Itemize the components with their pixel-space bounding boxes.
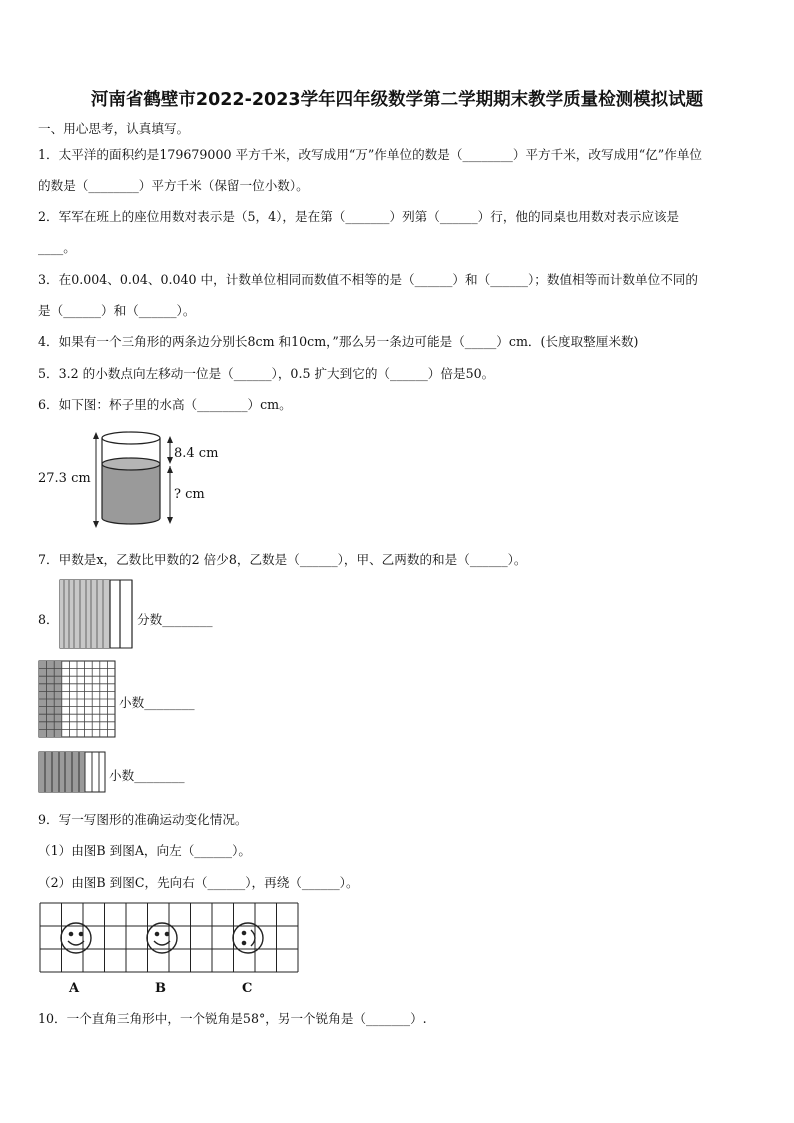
- question-9-part-2: （2）由图B 到图C，先向右（______），再绕（______）。: [38, 875, 359, 890]
- question-6: 6．如下图：杯子里的水高（________）cm。: [38, 397, 292, 412]
- question-9-part-1: （1）由图B 到图A，向左（______）。: [38, 843, 251, 858]
- cup-water-label: ? cm: [174, 487, 205, 502]
- question-5: 5．3.2 的小数点向左移动一位是（______），0.5 扩大到它的（______）倍是50。: [38, 366, 495, 381]
- question-3-line-1: 3．在0.004、0.04、0.040 中，计数单位相同而数值不相等的是（______）和（______）；数值相等而计数单位不同的: [38, 272, 698, 287]
- question-7: 7．甲数是x，乙数比甲数的2 倍少8，乙数是（______），甲、乙两数的和是（______）。: [38, 552, 527, 567]
- grid-label-b: B: [155, 981, 166, 996]
- section-heading: 一、用心思考，认真填写。: [38, 121, 190, 136]
- question-2-line-2: ____。: [38, 240, 76, 255]
- motion-grid-figure: [40, 903, 302, 975]
- decimal-answer-label-1: 小数________: [119, 695, 195, 710]
- decimal-strip-figure: [39, 752, 107, 794]
- question-8-number: 8．: [38, 612, 59, 627]
- fraction-strip-figure: [60, 580, 134, 650]
- decimal-answer-label-2: 小数________: [109, 768, 185, 783]
- question-3-line-2: 是（______）和（______）。: [38, 303, 196, 318]
- question-9: 9．写一写图形的准确运动变化情况。: [38, 812, 248, 827]
- grid-label-a: A: [69, 981, 80, 996]
- hundred-grid-figure: [39, 661, 117, 739]
- question-4: 4．如果有一个三角形的两条边分别长8cm 和10cm，”那么另一条边可能是（_____）cm．(长度取整厘米数): [38, 334, 639, 349]
- question-10: 10．一个直角三角形中，一个锐角是58°，另一个锐角是（_______）.: [38, 1011, 427, 1026]
- question-1-line-1: 1．太平洋的面积约是179679000 平方千米，改写成用“万”作单位的数是（________）平方千米，改写成用“亿”作单位: [38, 147, 703, 162]
- grid-label-c: C: [242, 981, 253, 996]
- question-1-line-2: 的数是（________）平方千米（保留一位小数）。: [38, 178, 309, 193]
- page-title: 河南省鹤壁市2022-2023学年四年级数学第二学期期末教学质量检测模拟试题: [90, 90, 704, 110]
- question-2-line-1: 2．军军在班上的座位用数对表示是（5，4），是在第（_______）列第（______）行，他的同桌也用数对表示应该是: [38, 209, 680, 224]
- fraction-answer-label: 分数________: [137, 612, 213, 627]
- cup-total-label: 27.3 cm: [38, 471, 91, 486]
- cup-top-label: 8.4 cm: [174, 446, 219, 461]
